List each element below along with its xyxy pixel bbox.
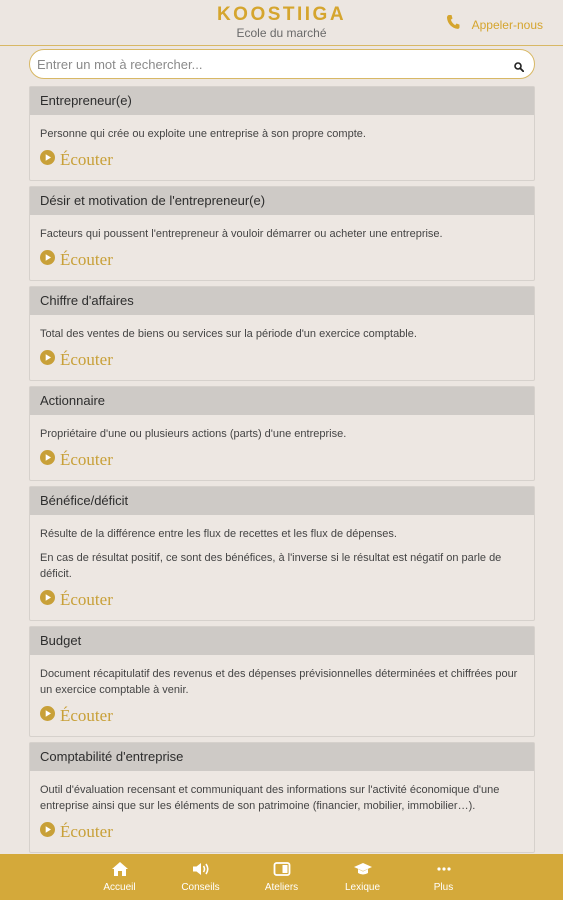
play-circle-icon	[40, 150, 55, 170]
term-definition: Document récapitulatif des revenus et des dépenses prévisionnelles déterminées et chiffrées pour un exercice comptable à venir.	[40, 668, 518, 696]
term-body	[30, 415, 534, 480]
term-body	[30, 771, 534, 852]
listen-button[interactable]	[40, 150, 524, 170]
listen-label: Écouter	[60, 350, 113, 369]
nav-plus[interactable]	[403, 854, 484, 900]
play-circle-icon	[40, 590, 55, 610]
listen-label: Écouter	[60, 822, 113, 841]
play-circle-icon	[40, 350, 55, 370]
term-title: Désir et motivation de l'entrepreneur(e)	[30, 187, 534, 215]
term-list	[29, 86, 535, 893]
term-definition: Propriétaire d'une ou plusieurs actions (parts) d'une entreprise.	[40, 428, 347, 440]
play-circle-icon	[40, 450, 55, 470]
term-title: Entrepreneur(e)	[30, 87, 534, 115]
term-card	[29, 386, 535, 481]
brand-name: KOOSTIIGA	[216, 4, 347, 25]
term-definition: Outil d'évaluation recensant et communiquant des informations sur l'activité économique d'une entreprise ainsi que sur les éléments de son patrimoine (financier, mobilier, immobilier…).	[40, 784, 500, 812]
nav-accueil[interactable]	[79, 854, 160, 900]
term-definition: Personne qui crée ou exploite une entreprise à son propre compte.	[40, 128, 366, 140]
nav-label: Lexique	[344, 882, 381, 893]
workshop-icon	[273, 861, 291, 877]
term-card	[29, 742, 535, 853]
listen-button[interactable]	[40, 350, 524, 370]
call-label: Appeler-nous	[471, 17, 543, 32]
term-title: Bénéfice/déficit	[30, 487, 534, 515]
nav-label: Plus	[433, 882, 454, 893]
term-definition: En cas de résultat positif, ce sont des bénéfices, à l'inverse si le résultat est négatif on parle de déficit.	[40, 552, 502, 580]
listen-label: Écouter	[60, 250, 113, 269]
term-definition: Facteurs qui poussent l'entrepreneur à vouloir démarrer ou acheter une entreprise.	[40, 228, 443, 240]
nav-lexique[interactable]	[322, 854, 403, 900]
term-card	[29, 626, 535, 737]
term-body	[30, 215, 534, 280]
brand-subtitle: Ecole du marché	[236, 26, 327, 40]
app-header	[0, 0, 563, 46]
search-input[interactable]	[37, 54, 497, 74]
term-body	[30, 655, 534, 736]
home-icon	[111, 861, 129, 877]
call-button[interactable]	[446, 14, 543, 35]
term-card	[29, 486, 535, 621]
term-title: Comptabilité d'entreprise	[30, 743, 534, 771]
term-card	[29, 286, 535, 381]
term-title: Chiffre d'affaires	[30, 287, 534, 315]
listen-button[interactable]	[40, 590, 524, 610]
nav-label: Ateliers	[264, 882, 299, 893]
speaker-icon	[191, 861, 211, 877]
term-card	[29, 86, 535, 181]
search-bar	[29, 49, 535, 79]
nav-label: Accueil	[103, 882, 136, 893]
term-body	[30, 315, 534, 380]
bottom-nav	[0, 854, 563, 900]
play-circle-icon	[40, 706, 55, 726]
term-title: Actionnaire	[30, 387, 534, 415]
play-circle-icon	[40, 822, 55, 842]
play-circle-icon	[40, 250, 55, 270]
listen-button[interactable]	[40, 450, 524, 470]
term-definition: Total des ventes de biens ou services sur la période d'un exercice comptable.	[40, 328, 417, 340]
listen-label: Écouter	[60, 590, 113, 609]
term-body	[30, 115, 534, 180]
listen-button[interactable]	[40, 250, 524, 270]
phone-icon	[446, 14, 460, 35]
listen-label: Écouter	[60, 450, 113, 469]
more-icon	[436, 861, 452, 877]
graduation-cap-icon	[353, 861, 373, 877]
nav-conseils[interactable]	[160, 854, 241, 900]
listen-button[interactable]	[40, 822, 524, 842]
term-body	[30, 515, 534, 620]
nav-ateliers[interactable]	[241, 854, 322, 900]
listen-button[interactable]	[40, 706, 524, 726]
listen-label: Écouter	[60, 150, 113, 169]
nav-label: Conseils	[181, 882, 220, 893]
term-definition: Résulte de la différence entre les flux de recettes et les flux de dépenses.	[40, 528, 397, 540]
search-icon[interactable]	[514, 59, 524, 77]
term-card	[29, 186, 535, 281]
term-title: Budget	[30, 627, 534, 655]
listen-label: Écouter	[60, 706, 113, 725]
